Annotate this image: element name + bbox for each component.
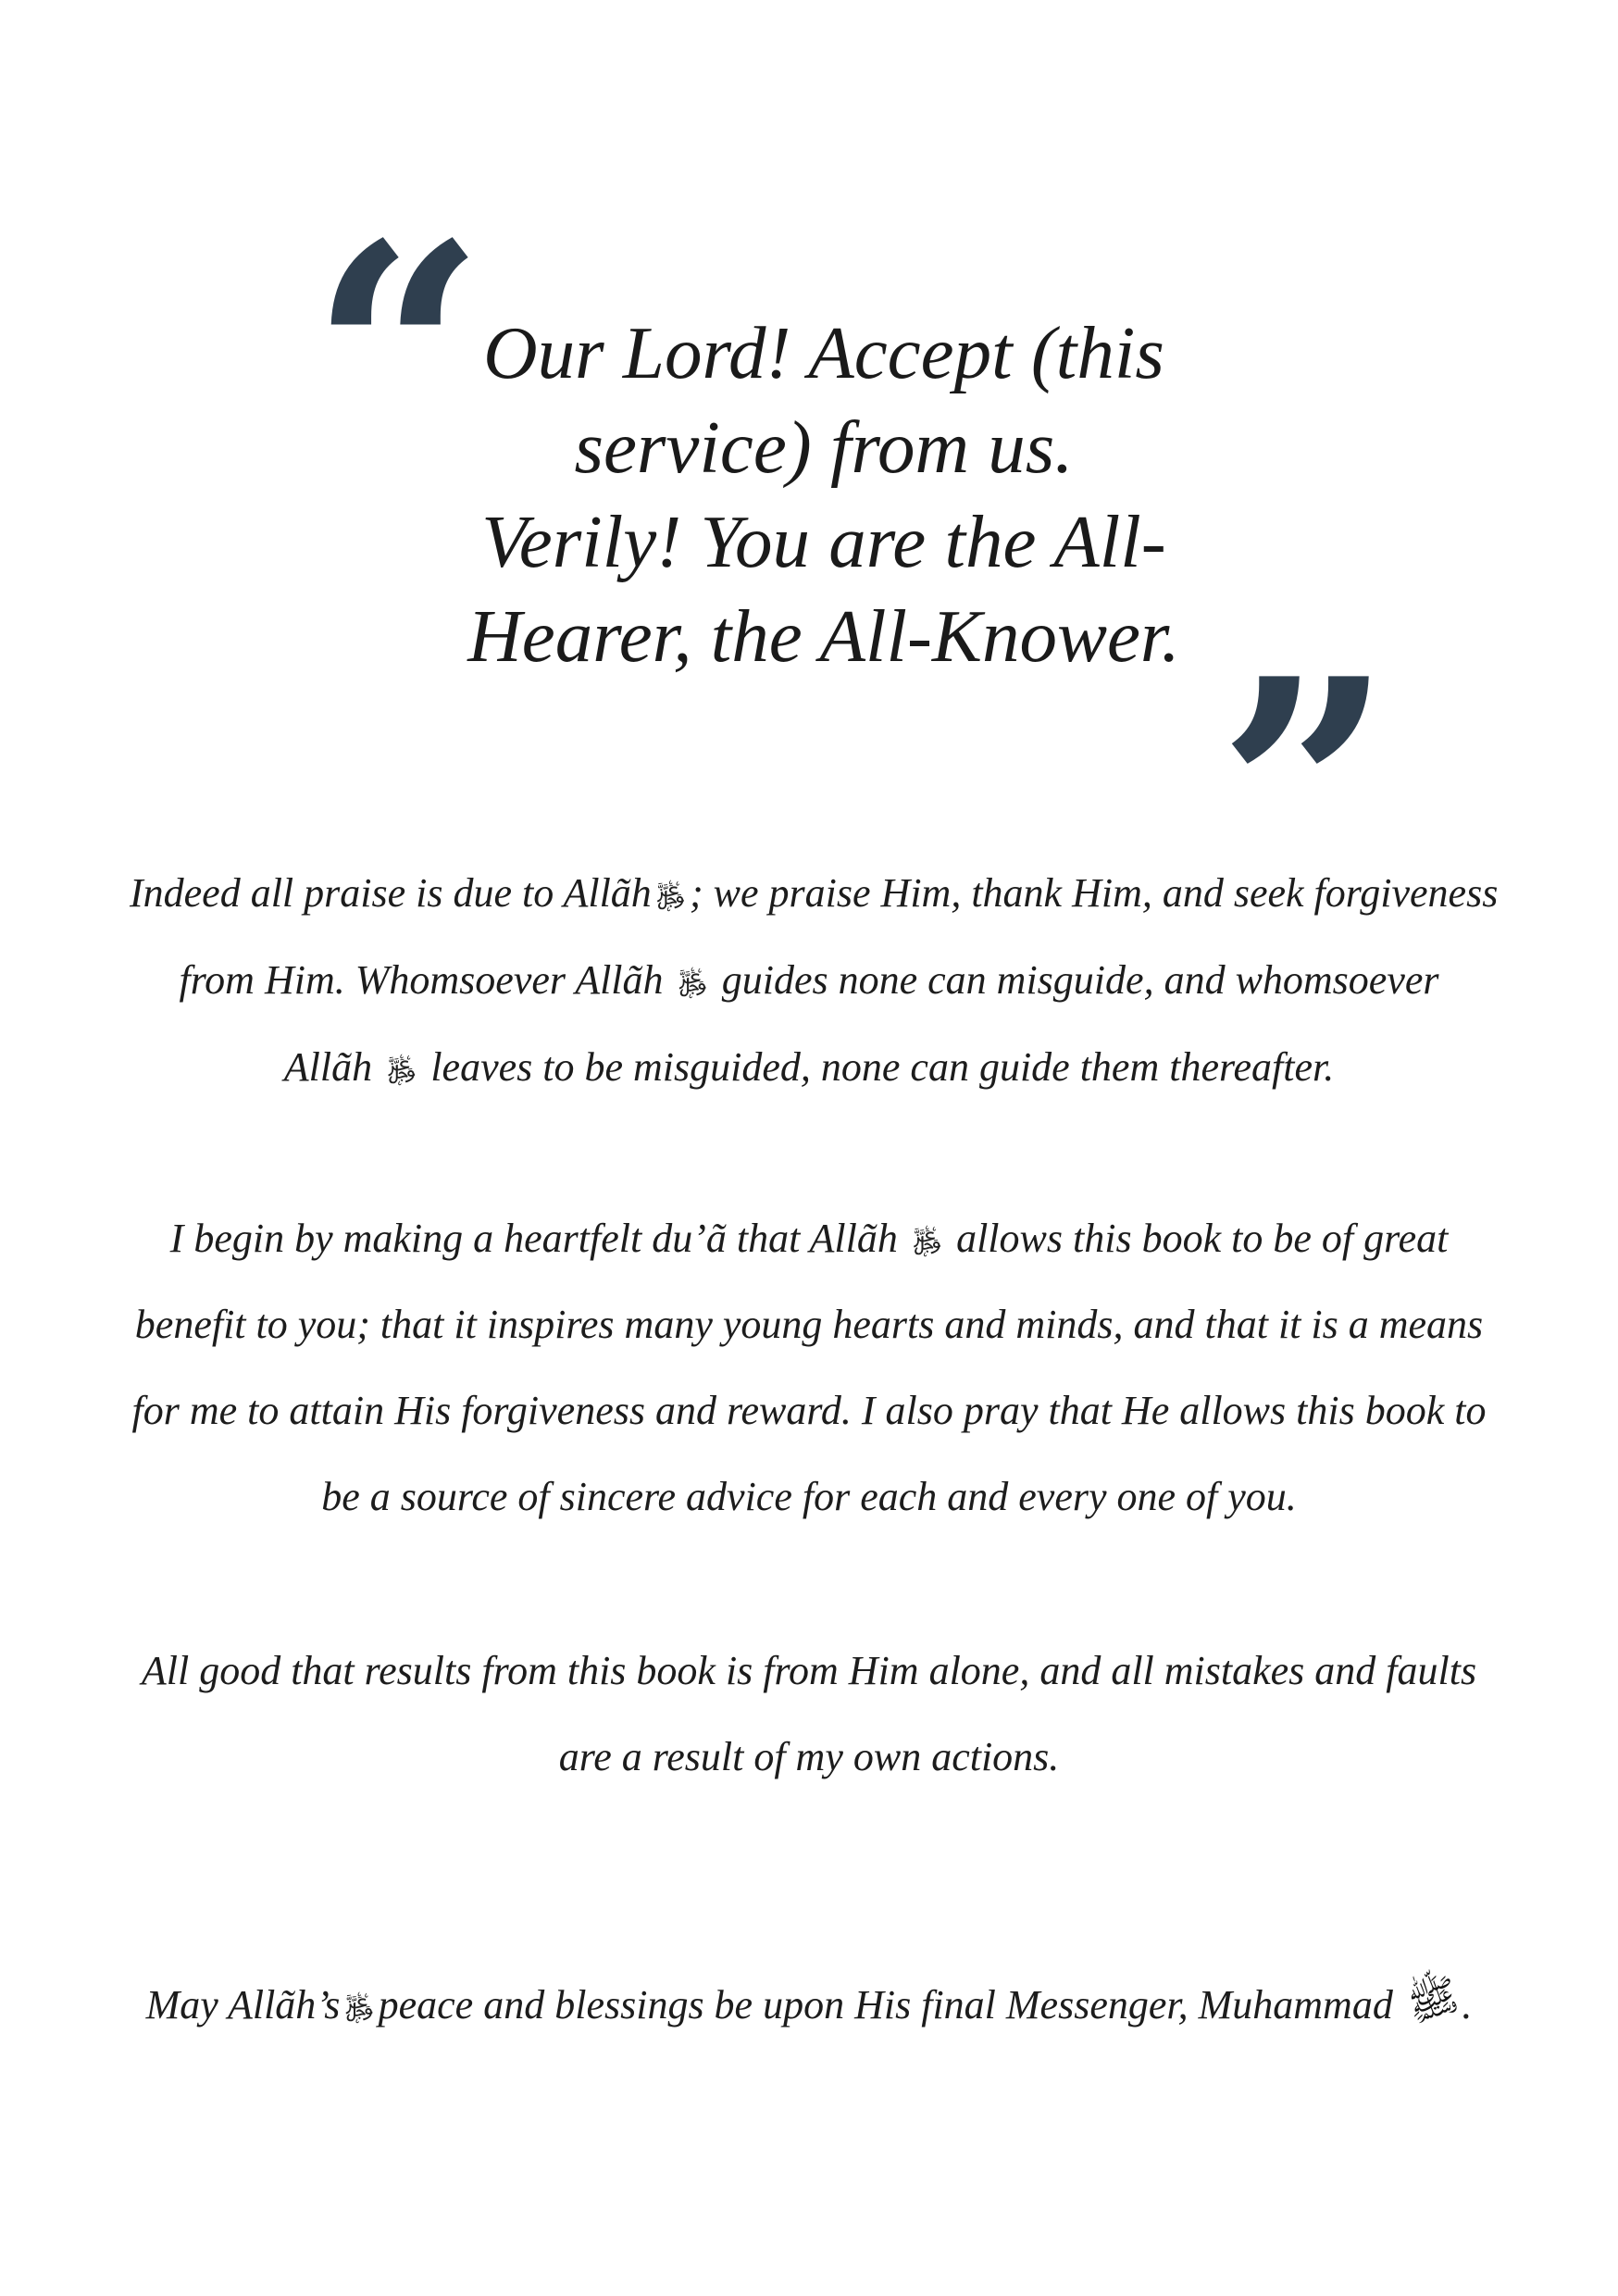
- honorific-icon: ﷿: [677, 963, 708, 995]
- quote-line: Our Lord! Accept (this: [483, 311, 1164, 394]
- closing-blessing: [130, 1961, 1488, 2048]
- paragraph-line: [130, 1023, 1488, 1110]
- text-segment: Indeed all praise is due to Allãh: [130, 870, 652, 916]
- text-segment: leaves to be misguided, none can guide them thereafter.: [430, 1044, 1335, 1090]
- honorific-icon: ﷿: [654, 876, 687, 908]
- paragraph-line: are a result of my own actions.: [558, 1734, 1060, 1779]
- paragraph-line: [130, 1194, 1488, 1281]
- open-quote-mark: “: [310, 177, 486, 536]
- paragraph-line: benefit to you; that it inspires many young hearts and minds, and that it is a means: [134, 1302, 1484, 1347]
- quote-line: Verily! You are the All-: [481, 500, 1166, 583]
- honorific-icon: ﷿: [343, 1988, 375, 2020]
- paragraph-line: [130, 936, 1488, 1023]
- text-segment: peace and blessings be upon His final Messenger, Muhammad: [378, 1982, 1393, 2028]
- text-segment: allows this book to be of great: [956, 1216, 1449, 1261]
- quote-line: service) from us.: [574, 406, 1074, 489]
- text-segment: ; we praise Him, thank Him, and seek forgiveness: [690, 870, 1499, 916]
- close-quote-mark: ”: [1217, 612, 1393, 971]
- praise-paragraph: [130, 849, 1499, 1110]
- honorific-icon: ﷿: [911, 1221, 943, 1254]
- dua-quote: [444, 306, 1203, 683]
- text-segment: .: [1462, 1982, 1473, 2028]
- text-segment: guides none can misguide, and whomsoever: [721, 957, 1439, 1003]
- quote-line: Hearer, the All-Knower.: [467, 594, 1180, 678]
- paragraph-line: All good that results from this book is from Him alone, and all mistakes and faults: [141, 1648, 1477, 1693]
- paragraph-line: [130, 849, 1499, 936]
- salawat-calligraphy-icon: ﷺ: [1400, 1967, 1465, 2032]
- honorific-icon: ﷿: [386, 1050, 417, 1082]
- paragraph-line: [130, 1961, 1488, 2048]
- text-segment: May Allãh’s: [145, 1982, 341, 2028]
- paragraph-line: be a source of sincere advice for each and every one of you.: [321, 1474, 1297, 1519]
- text-segment: I begin by making a heartfelt du’ã that Allãh: [169, 1216, 898, 1261]
- text-segment: Allãh: [283, 1044, 373, 1090]
- dua-paragraph: [130, 1194, 1488, 1540]
- acknowledgement-paragraph: [130, 1628, 1488, 1800]
- text-segment: from Him. Whomsoever Allãh: [179, 957, 664, 1003]
- paragraph-line: for me to attain His forgiveness and reward. I also pray that He allows this book to: [131, 1388, 1487, 1433]
